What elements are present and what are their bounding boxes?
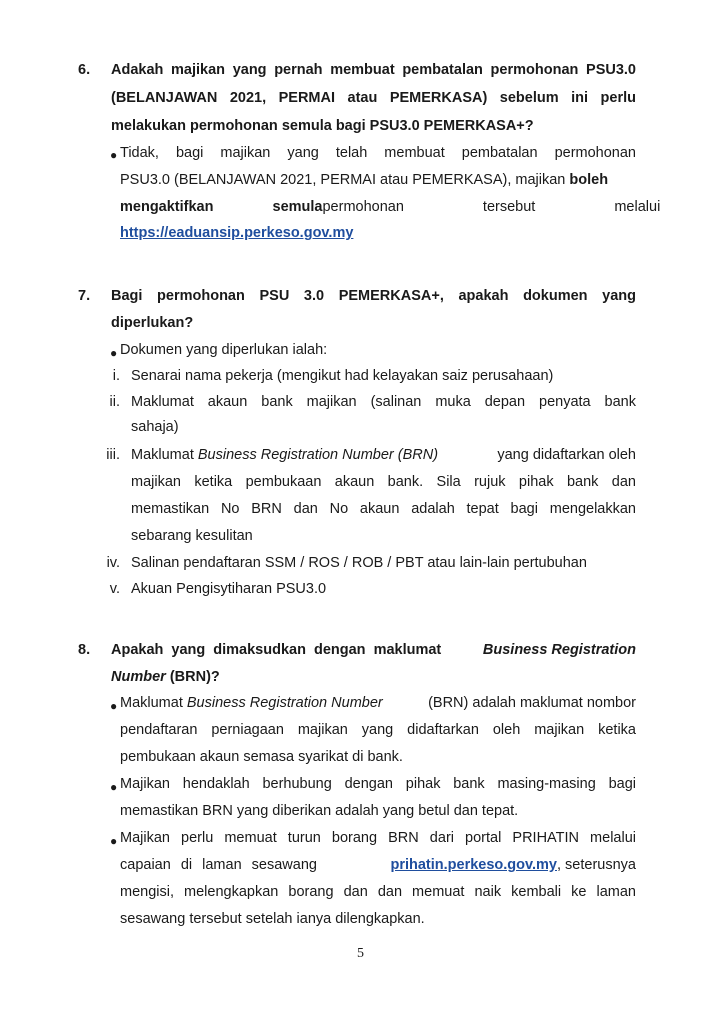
q8-bullet-1-line-2: pendaftaran perniagaan majikan yang didaftarkan oleh majikan ketika bbox=[120, 722, 636, 738]
q8-bullet-1-line-1: Maklumat Business Registration Number (BRN) adalah maklumat nombor bbox=[120, 695, 636, 711]
q7-item-2-text-cont: sahaja) bbox=[131, 419, 179, 435]
q7-intro: Dokumen yang diperlukan ialah: bbox=[120, 342, 328, 358]
q7-item-3-line-2: majikan ketika pembukaan akaun bank. Sila rujuk pihak bank dan bbox=[131, 474, 636, 490]
q6-answer-line-1: Tidak, bagi majikan yang telah membuat pembatalan permohonan bbox=[120, 145, 636, 161]
q6-answer-link[interactable]: https://eaduansip.perkeso.gov.my bbox=[120, 225, 354, 241]
q8-bullet-3-line-1: Majikan perlu memuat turun borang BRN dari portal PRIHATIN melalui bbox=[120, 830, 636, 846]
q7-item-1-text: Senarai nama pekerja (mengikut had kelayakan saiz perusahaan) bbox=[131, 368, 554, 384]
bullet-icon: ● bbox=[110, 148, 118, 162]
q7-item-2-text: Maklumat akaun bank majikan (salinan muka depan penyata bank bbox=[131, 394, 636, 410]
bullet-icon: ● bbox=[110, 699, 118, 713]
q6-number: 6. bbox=[78, 62, 91, 78]
q8-bullet-3-line-4: sesawang tersebut setelah ianya dilengkapkan. bbox=[120, 911, 425, 927]
q8-prihatin-link[interactable]: prihatin.perkeso.gov.my bbox=[390, 857, 557, 873]
q7-item-3-text: Maklumat Business Registration Number (BRN) yang didaftarkan oleh bbox=[131, 447, 636, 463]
q6-line-3: melakukan permohonan semula bagi PSU3.0 PEMERKASA+? bbox=[111, 118, 534, 134]
bullet-icon: ● bbox=[110, 834, 118, 848]
q7-line-1: Bagi permohonan PSU 3.0 PEMERKASA+, apakah dokumen yang bbox=[111, 288, 636, 304]
q6-line-2: (BELANJAWAN 2021, PERMAI atau PEMERKASA) sebelum ini perlu bbox=[111, 90, 636, 106]
q7-item-3-line-4: sebarang kesulitan bbox=[131, 528, 253, 544]
q6-answer-line-2: PSU3.0 (BELANJAWAN 2021, PERMAI atau PEMERKASA), majikan boleh bbox=[120, 172, 609, 188]
q7-item-1-numeral: i. bbox=[112, 368, 120, 384]
q6-line-1: Adakah majikan yang pernah membuat pembatalan permohonan PSU3.0 bbox=[111, 62, 636, 78]
q8-line-2: Number (BRN)? bbox=[111, 669, 220, 685]
q7-item-4-text: Salinan pendaftaran SSM / ROS / ROB / PBT atau lain-lain pertubuhan bbox=[131, 555, 587, 571]
q8-bullet-2-line-1: Majikan hendaklah berhubung dengan pihak bank masing-masing bagi bbox=[120, 776, 636, 792]
page-number: 5 bbox=[357, 946, 364, 961]
q8-bullet-1-line-3: pembukaan akaun semasa syarikat di bank. bbox=[120, 749, 403, 765]
q7-item-2-numeral: ii. bbox=[109, 394, 120, 410]
q7-item-3-numeral: iii. bbox=[106, 447, 120, 463]
q6-answer-line-3: mengaktifkan semula permohonan tersebut melalui bbox=[120, 199, 661, 215]
bullet-icon: ● bbox=[110, 346, 118, 360]
q7-item-5-text: Akuan Pengisytiharan PSU3.0 bbox=[131, 581, 327, 597]
q8-bullet-3-line-3: mengisi, melengkapkan borang dan dan memuat naik kembali ke laman bbox=[120, 884, 636, 900]
q8-line-1: Apakah yang dimaksudkan dengan maklumat Business Registration bbox=[111, 642, 636, 658]
q7-item-3-line-3: memastikan No BRN dan No akaun adalah tepat bagi mengelakkan bbox=[131, 501, 636, 517]
q7-line-2: diperlukan? bbox=[111, 315, 194, 331]
q7-item-4-numeral: iv. bbox=[106, 555, 120, 571]
q7-item-5-numeral: v. bbox=[109, 581, 120, 597]
q8-bullet-3-line-2: capaian di laman sesawang prihatin.perkeso.gov.my, seterusnya bbox=[120, 857, 636, 873]
q8-bullet-2-line-2: memastikan BRN yang diberikan adalah yang betul dan tepat. bbox=[120, 803, 519, 819]
q7-number: 7. bbox=[78, 288, 91, 304]
q8-number: 8. bbox=[78, 642, 91, 658]
bullet-icon: ● bbox=[110, 780, 118, 794]
